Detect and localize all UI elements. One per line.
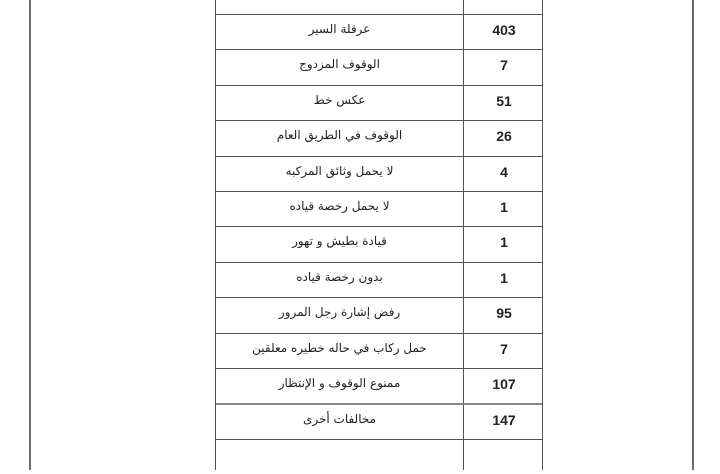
violation-count: 51 bbox=[496, 92, 512, 109]
violation-count: 403 bbox=[492, 22, 516, 38]
violation-count: 107 bbox=[492, 376, 516, 392]
violation-label: عرقلة السير bbox=[308, 22, 371, 36]
table-row bbox=[216, 191, 542, 226]
violation-label: لا يحمل وثائق المركبه bbox=[285, 163, 394, 178]
table-row bbox=[216, 297, 542, 332]
violation-count: 147 bbox=[492, 412, 516, 429]
table-row bbox=[216, 439, 542, 474]
violation-label: الوقوف في الطريق العام bbox=[276, 128, 403, 143]
table-row bbox=[216, 226, 542, 261]
table-row bbox=[216, 262, 542, 297]
violation-count: 26 bbox=[496, 128, 512, 145]
violation-count: 7 bbox=[500, 340, 508, 357]
table-row bbox=[216, 156, 542, 191]
violation-label: بدون رخصة قياده bbox=[296, 269, 383, 284]
violation-label: الوقوف المزدوج bbox=[299, 57, 380, 72]
violation-count: 1 bbox=[500, 269, 508, 286]
violation-count: 95 bbox=[496, 305, 512, 322]
table-row bbox=[216, 333, 542, 368]
violation-label: ممنوع الوقوف و الإنتظار bbox=[278, 376, 401, 390]
page-border-right bbox=[692, 0, 694, 470]
violation-count: 1 bbox=[500, 199, 508, 215]
violations-table bbox=[215, 0, 543, 470]
violation-count: 1 bbox=[500, 234, 508, 251]
table-row bbox=[216, 0, 542, 14]
violation-label: حمل ركاب في حاله خطيره معلقين bbox=[252, 340, 427, 355]
table-row bbox=[216, 85, 542, 120]
violation-label: رفض إشارة رجل المرور bbox=[278, 305, 401, 320]
violation-label: قيادة بطيش و تهور bbox=[292, 234, 387, 249]
violation-count: 7 bbox=[500, 57, 508, 74]
violation-label: لا يحمل رخصة قياده bbox=[289, 199, 390, 213]
table-row bbox=[216, 403, 542, 438]
violation-label: عكس خط bbox=[313, 92, 366, 107]
violation-label: مخالفات أخرى bbox=[302, 412, 377, 427]
violation-count: 4 bbox=[500, 163, 508, 180]
table-row bbox=[216, 14, 542, 49]
table-row bbox=[216, 120, 542, 155]
page-border-left bbox=[29, 0, 31, 470]
table-row bbox=[216, 368, 542, 403]
table-row bbox=[216, 49, 542, 84]
